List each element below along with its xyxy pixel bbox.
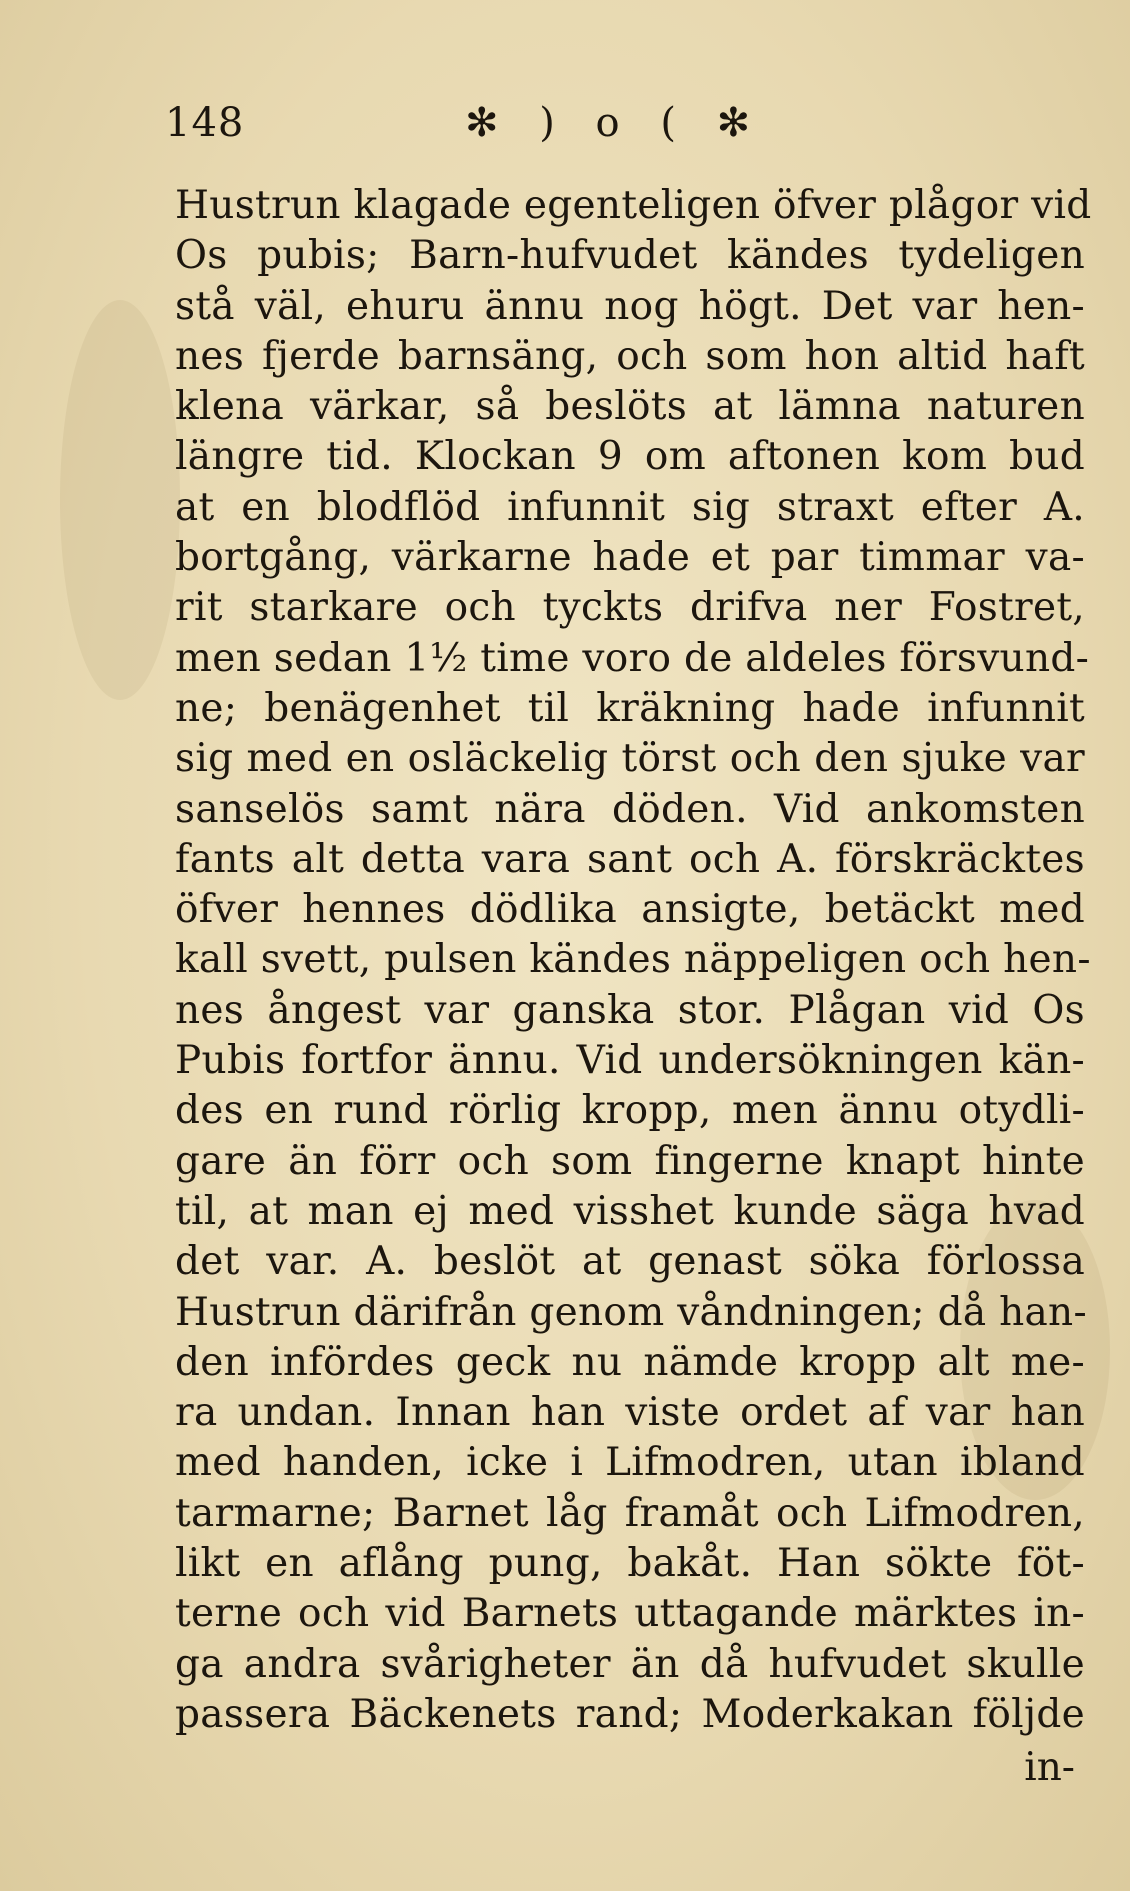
text-line: med handen, icke i Lifmodren, utan ibland <box>175 1440 1085 1486</box>
text-line: ra undan. Innan han viste ordet af var han <box>175 1390 1085 1436</box>
text-line: tarmarne; Barnet låg framåt och Lifmodren, <box>175 1490 1085 1536</box>
text-line: fants alt detta vara sant och A. förskräcktes <box>175 836 1085 882</box>
text-line: ne; benägenhet til kräkning hade infunnit <box>175 685 1085 731</box>
paper-stain <box>60 300 180 700</box>
text-line: nes ångest var ganska stor. Plågan vid Os <box>175 987 1085 1033</box>
text-line: det var. A. beslöt at genast söka förlossa <box>175 1239 1085 1285</box>
body-text <box>175 181 1092 1740</box>
text-line: passera Bäckenets rand; Moderkakan följde <box>175 1691 1085 1737</box>
text-line: men sedan 1½ time voro de aldeles försvund- <box>175 635 1090 681</box>
text-line: Hustrun klagade egenteligen öfver plågor vid <box>175 183 1092 228</box>
catchword: in- <box>1024 1745 1075 1790</box>
text-line: den infördes geck nu nämde kropp alt me- <box>175 1339 1085 1385</box>
page-header <box>165 100 1065 160</box>
page-number: 148 <box>165 100 245 146</box>
text-line: nes fjerde barnsäng, och som hon altid haft <box>175 333 1085 379</box>
text-line: ga andra svårigheter än då hufvudet skulle <box>175 1641 1085 1687</box>
text-line: sanselös samt nära döden. Vid ankomsten <box>175 786 1085 832</box>
text-line: til, at man ej med visshet kunde säga hvad <box>175 1188 1085 1234</box>
text-line: sig med en osläckelig törst och den sjuke var <box>175 736 1085 782</box>
text-line: kall svett, pulsen kändes näppeligen och hen- <box>175 937 1091 983</box>
text-line: gare än förr och som fingerne knapt hinte <box>175 1138 1085 1184</box>
text-line: öfver hennes dödlika ansigte, betäckt med <box>175 887 1085 933</box>
text-line: likt en aflång pung, bakåt. Han sökte föt- <box>175 1541 1085 1587</box>
text-line: Os pubis; Barn-hufvudet kändes tydeligen <box>175 233 1085 279</box>
text-line: bortgång, värkarne hade et par timmar va- <box>175 535 1085 581</box>
text-line: stå väl, ehuru ännu nog högt. Det var hen- <box>175 283 1085 329</box>
text-line: Pubis fortfor ännu. Vid undersökningen kän- <box>175 1038 1085 1084</box>
text-line: des en rund rörlig kropp, men ännu otydli- <box>175 1088 1085 1134</box>
header-ornament: ✻ ) o ( ✻ <box>465 100 765 146</box>
text-line: Hustrun därifrån genom våndningen; då han- <box>175 1289 1087 1335</box>
text-line: klena värkar, så beslöts at lämna naturen <box>175 384 1085 430</box>
text-line: längre tid. Klockan 9 om aftonen kom bud <box>175 434 1085 480</box>
text-line: rit starkare och tyckts drifva ner Fostret, <box>175 585 1085 631</box>
text-line: at en blodflöd infunnit sig straxt efter A. <box>175 484 1085 530</box>
text-line: terne och vid Barnets uttagande märktes in- <box>175 1591 1085 1637</box>
